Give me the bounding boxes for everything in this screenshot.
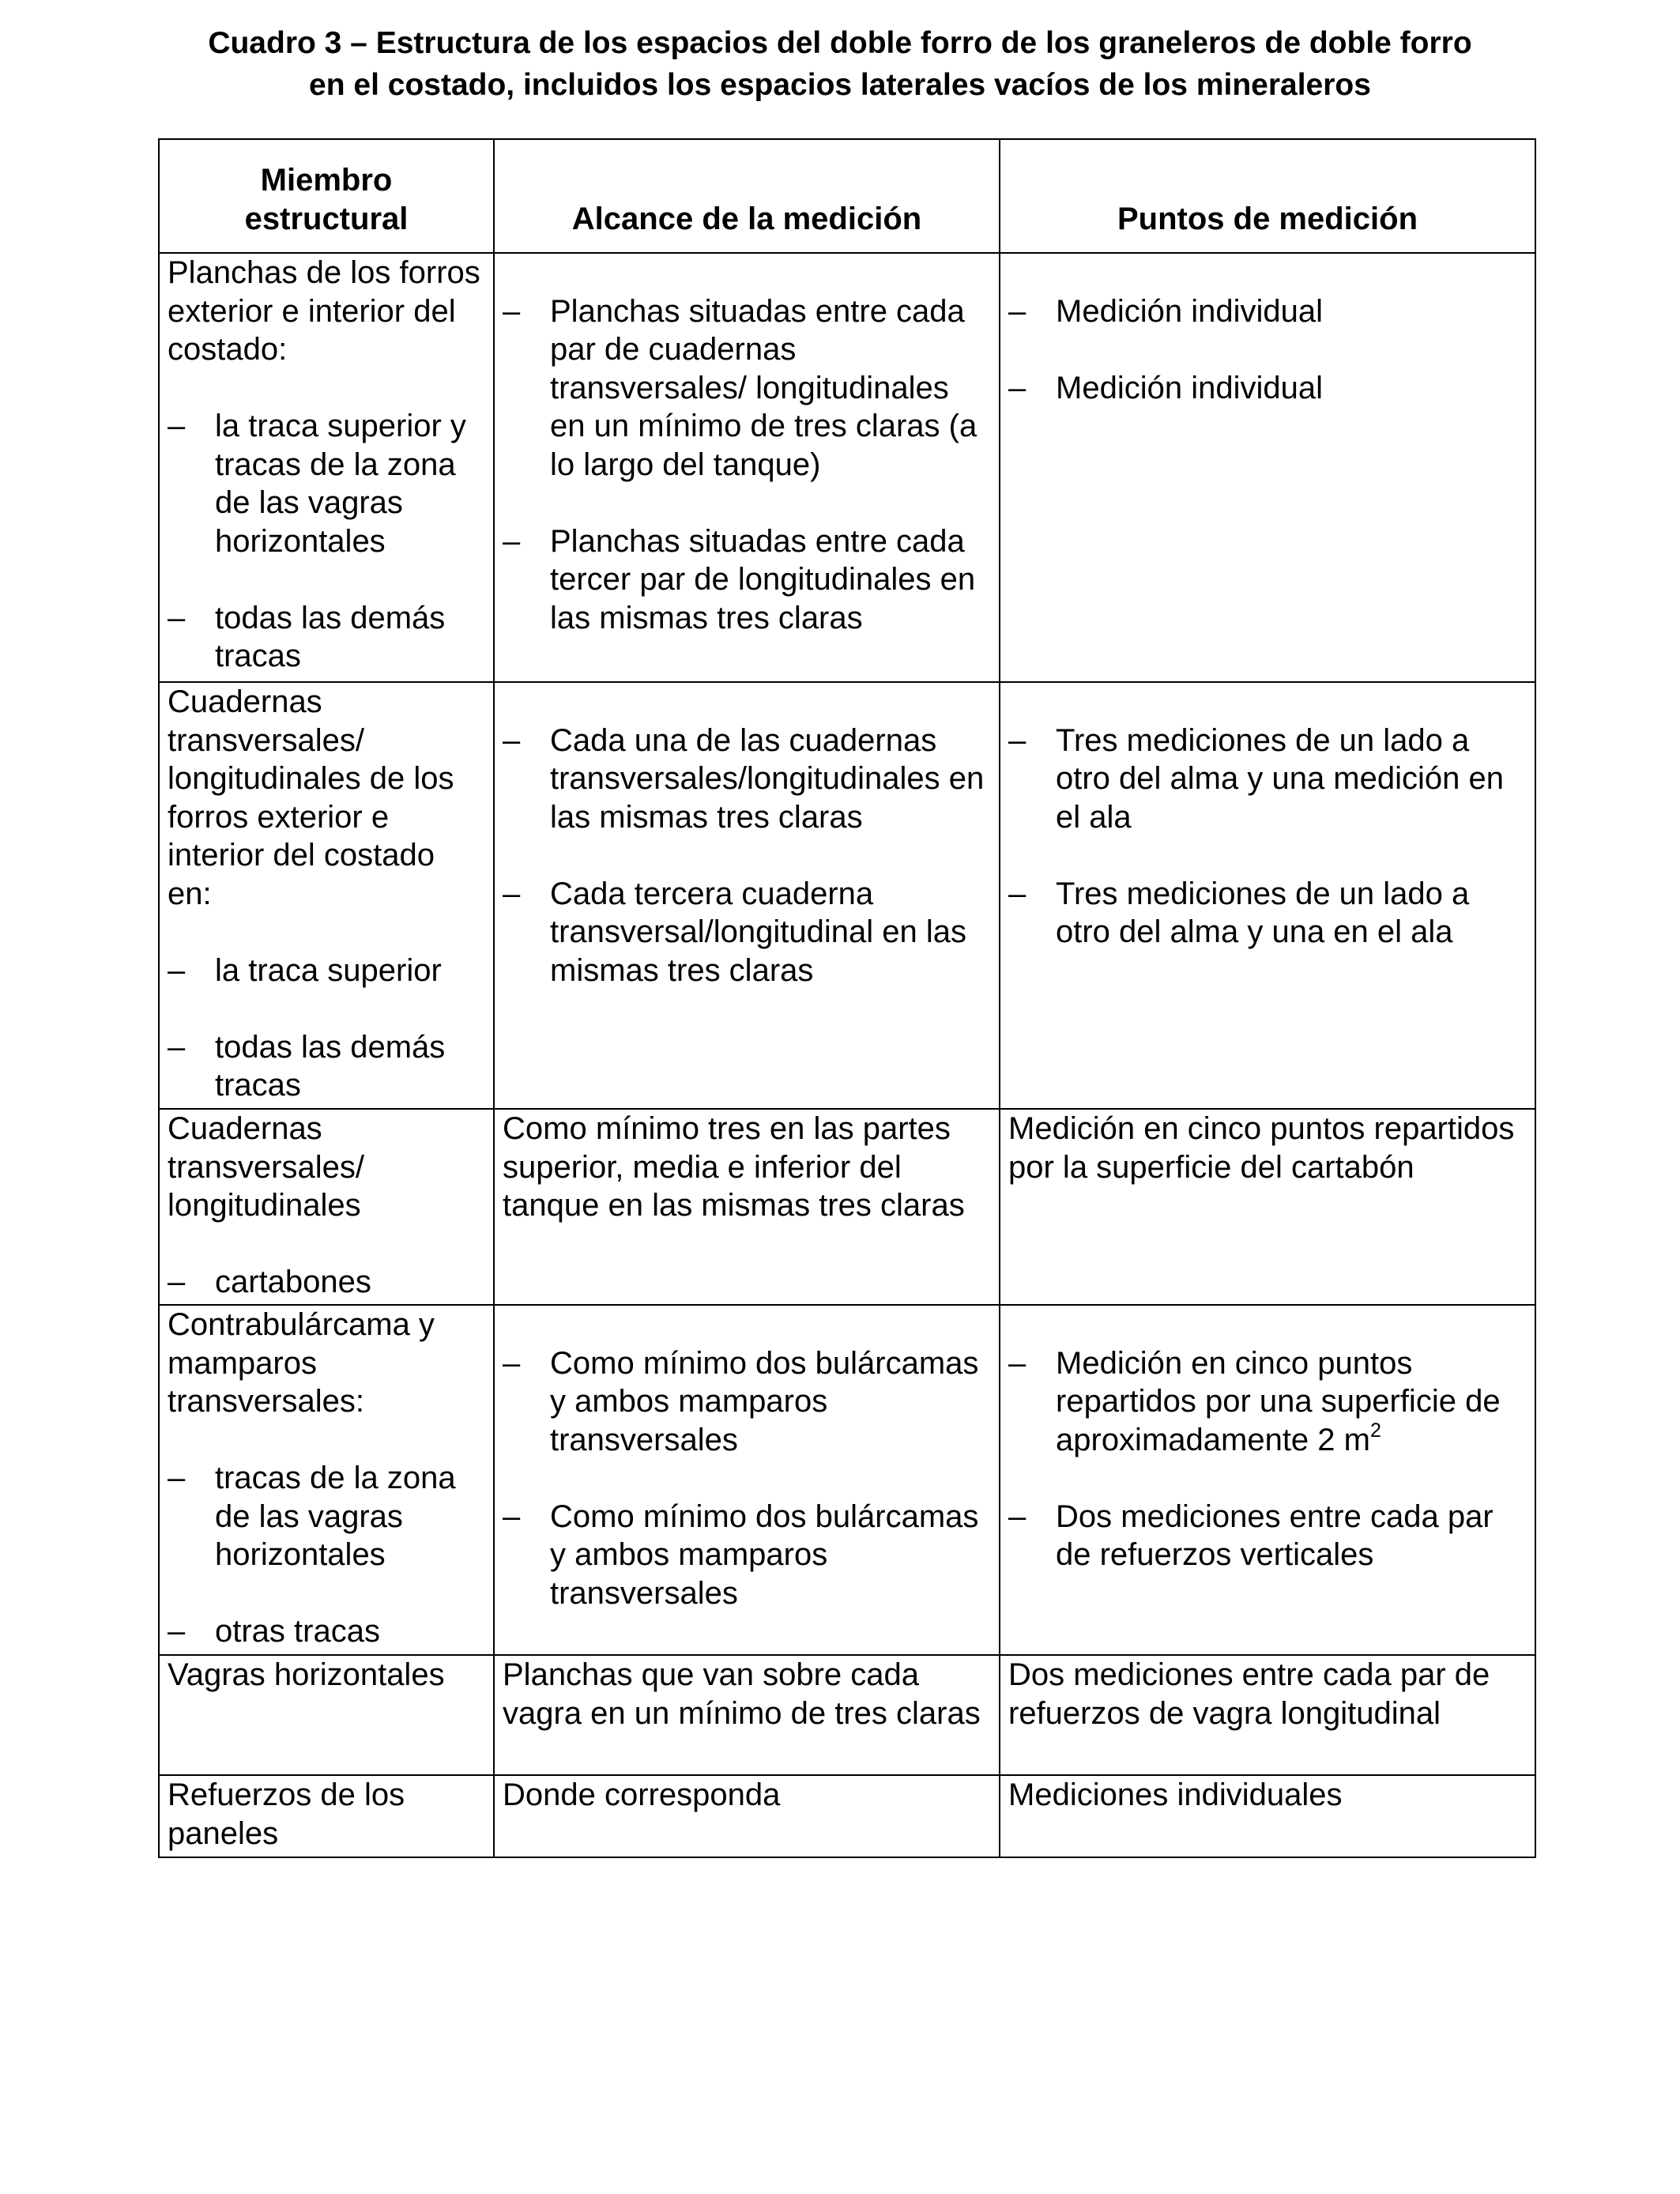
list-item: – Como mínimo dos bulárcamas y ambos mamparos transversales xyxy=(503,1345,979,1457)
cell-member: Vagras horizontales xyxy=(159,1655,494,1775)
list-item: – Medición individual xyxy=(1008,369,1527,408)
dash-marker: – xyxy=(168,1265,186,1299)
list-item: – otras tracas xyxy=(168,1612,485,1651)
list-item: – cartabones xyxy=(168,1263,485,1302)
cell-extent xyxy=(494,253,1000,682)
cell-points xyxy=(1000,1305,1535,1655)
dash-marker: – xyxy=(503,523,521,559)
superscript-exponent: 2 xyxy=(1369,1419,1381,1442)
header-measurement-points: Puntos de medición xyxy=(1000,139,1535,253)
cell-points: Dos mediciones entre cada par de refuerzos de vagra longitudinal xyxy=(1000,1655,1535,1775)
cell-points: Medición en cinco puntos repartidos por la superficie del cartabón xyxy=(1000,1109,1535,1305)
cell-member: Planchas de los forros exterior e interior del costado: – la traca superior y tracas de la zona de las vagras horizontales – todas las demás tracas xyxy=(159,253,494,682)
list-item: – Cada una de las cuadernas transversales/longitudinales en las mismas tres claras xyxy=(503,722,985,835)
table-row xyxy=(159,1305,1535,1655)
measurement-table xyxy=(158,138,1536,1858)
cell-member: Cuadernas transversales/ longitudinales de los forros exterior e interior del costado en: – la traca superior – todas las demás tracas xyxy=(159,682,494,1109)
cell-extent xyxy=(494,1305,1000,1655)
title-line-1: Cuadro 3 – Estructura de los espacios del doble forro de los graneleros de doble forro xyxy=(208,26,1472,60)
list-item: – Planchas situadas entre cada tercer par de longitudinales en las mismas tres claras xyxy=(503,523,976,635)
dash-marker: – xyxy=(168,1029,186,1065)
dash-marker: – xyxy=(168,952,186,988)
list-item: – todas las demás tracas xyxy=(168,600,446,673)
dash-marker: – xyxy=(168,1614,186,1649)
table-row xyxy=(159,253,1535,682)
list-item: – Dos mediciones entre cada par de refuerzos verticales xyxy=(1008,1498,1494,1572)
list-item: – la traca superior xyxy=(168,952,485,990)
dash-marker: – xyxy=(503,1498,521,1534)
list-item: – todas las demás tracas xyxy=(168,1029,446,1103)
dash-marker: – xyxy=(1008,1345,1026,1381)
dash-marker: – xyxy=(1008,1498,1026,1534)
title-line-2: en el costado, incluidos los espacios laterales vacíos de los mineraleros xyxy=(309,68,1371,102)
list-item: – Planchas situadas entre cada par de cuadernas transversales/ longitudinales en un mínimo de tres claras (a lo largo del tanque) xyxy=(503,293,977,482)
table-row xyxy=(159,1655,1535,1775)
cell-extent: Donde corresponda xyxy=(494,1775,1000,1857)
list-item: – Medición individual xyxy=(1008,292,1527,331)
list-item: – Cada tercera cuaderna transversal/longitudinal en las mismas tres claras xyxy=(503,876,966,988)
cell-points xyxy=(1000,253,1535,682)
dash-marker: – xyxy=(1008,876,1026,911)
cell-extent xyxy=(494,682,1000,1109)
dash-marker: – xyxy=(168,1461,186,1495)
header-structural-member: Miembro estructural xyxy=(159,139,494,253)
member-list xyxy=(168,1459,485,1651)
table-row xyxy=(159,682,1535,1109)
dash-marker: – xyxy=(1008,722,1026,758)
cell-member: Refuerzos de los paneles xyxy=(159,1775,494,1857)
list-item: – Tres mediciones de un lado a otro del alma y una medición en el ala xyxy=(1008,722,1504,835)
cell-points: Mediciones individuales xyxy=(1000,1775,1535,1857)
table-row xyxy=(159,1109,1535,1305)
list-item: – Tres mediciones de un lado a otro del alma y una en el ala xyxy=(1008,876,1470,949)
cell-extent: Planchas que van sobre cada vagra en un mínimo de tres claras xyxy=(494,1655,1000,1775)
page-title xyxy=(0,22,1680,106)
list-item: – Como mínimo dos bulárcamas y ambos mamparos transversales xyxy=(503,1498,979,1611)
cell-extent: Como mínimo tres en las partes superior, media e inferior del tanque en las mismas tres claras xyxy=(494,1109,1000,1305)
cell-points xyxy=(1000,682,1535,1109)
header-measurement-extent: Alcance de la medición xyxy=(494,139,1000,253)
member-list xyxy=(168,1263,485,1302)
member-list xyxy=(168,407,485,676)
dash-marker: – xyxy=(1008,293,1026,329)
dash-marker: – xyxy=(503,722,521,758)
dash-marker: – xyxy=(1008,370,1026,405)
cell-member: Cuadernas transversales/ longitudinales – cartabones xyxy=(159,1109,494,1305)
table-header-row xyxy=(159,139,1535,253)
cell-member: Contrabulárcama y mamparos transversales: – tracas de la zona de las vagras horizontales – otras tracas xyxy=(159,1305,494,1655)
list-item: – Medición en cinco puntos repartidos por una superficie de aproximadamente 2 $m^2$ xyxy=(1008,1345,1501,1457)
dash-marker: – xyxy=(503,876,521,911)
list-item: – tracas de la zona de las vagras horizontales xyxy=(168,1461,456,1572)
dash-marker: – xyxy=(168,600,186,635)
dash-marker: – xyxy=(168,409,186,443)
member-list xyxy=(168,952,485,1105)
dash-marker: – xyxy=(503,1345,521,1381)
list-item: – la traca superior y tracas de la zona de las vagras horizontales xyxy=(168,409,466,559)
table-row xyxy=(159,1775,1535,1857)
dash-marker: – xyxy=(503,293,521,329)
